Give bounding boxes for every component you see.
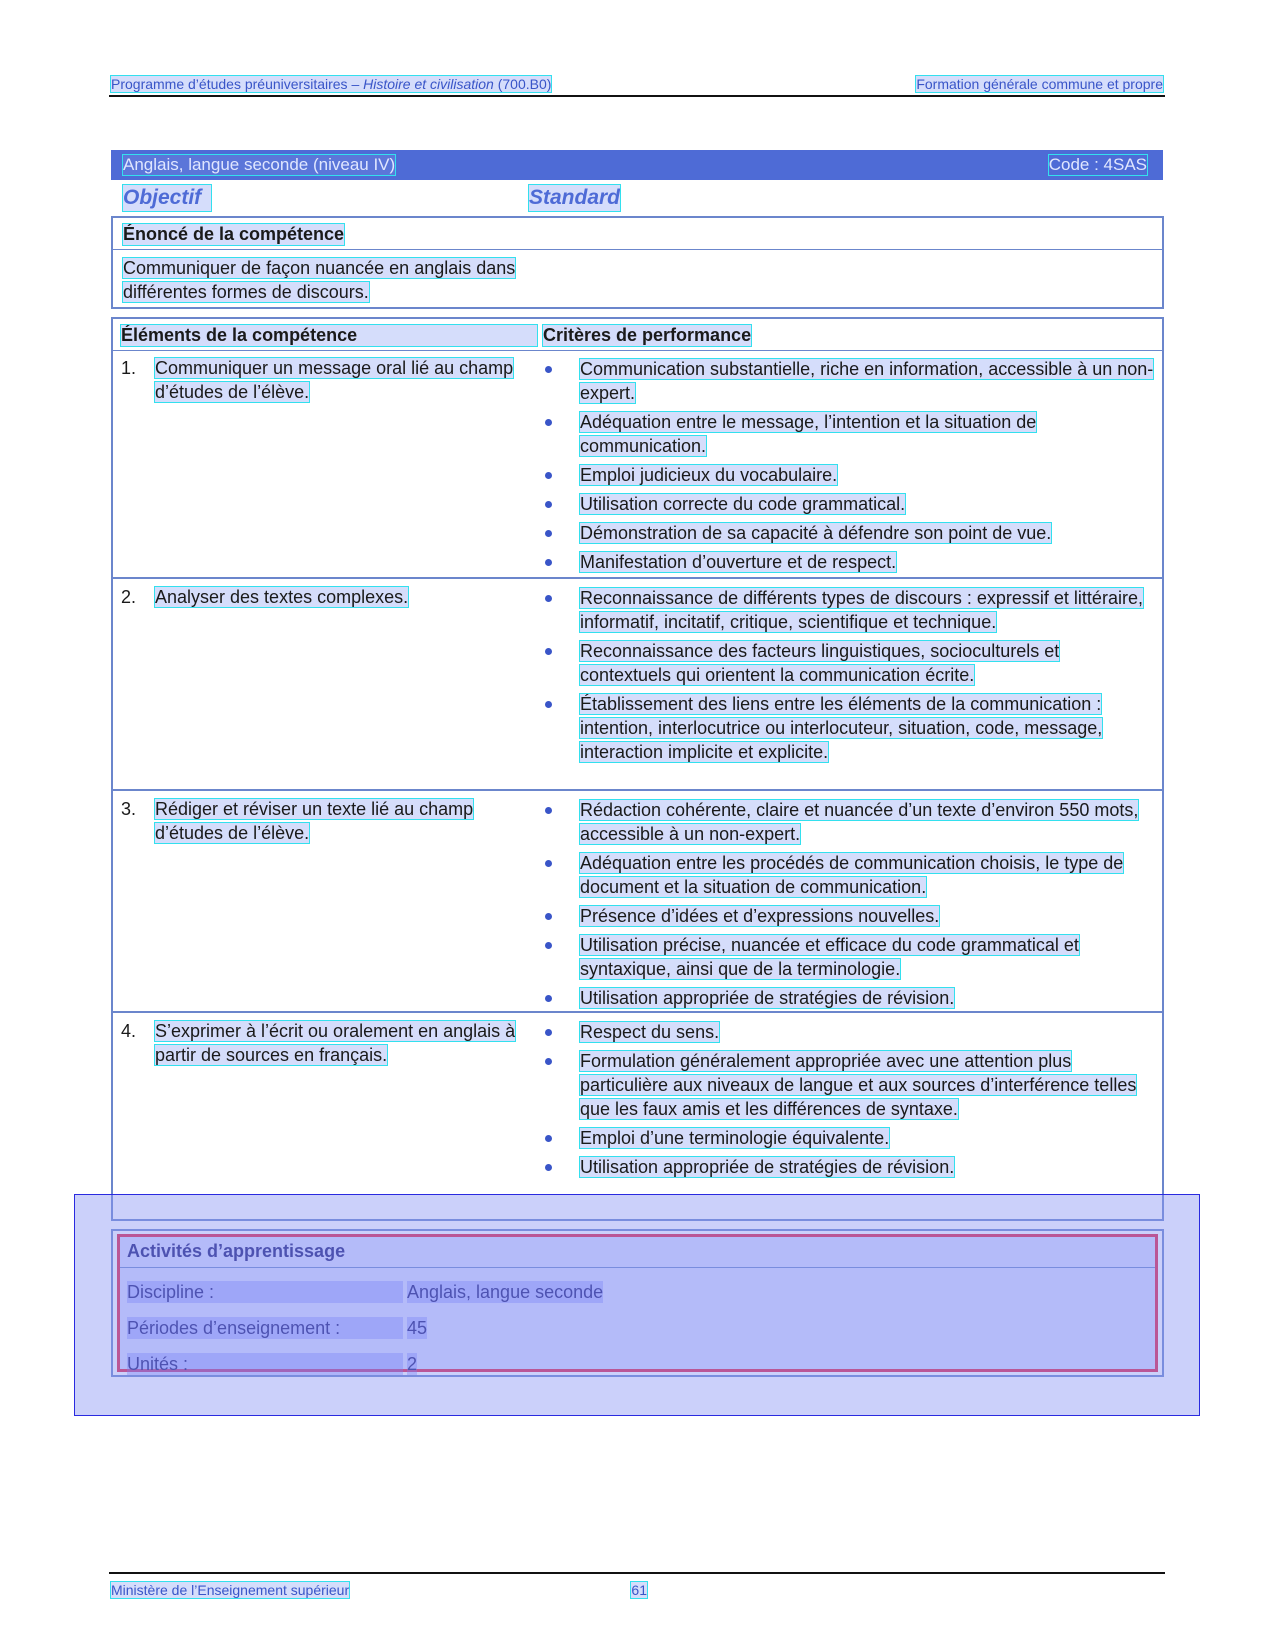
bullet-icon bbox=[545, 1164, 552, 1171]
table-row bbox=[113, 1013, 1162, 1219]
element-2: 2. Analyser des textes complexes. bbox=[121, 587, 409, 607]
criterion: Utilisation appropriée de stratégies de révision. bbox=[543, 1155, 1154, 1179]
criterion: Adéquation entre les procédés de communication choisis, le type de document et la situation de communication. bbox=[543, 851, 1154, 899]
criterion: Utilisation correcte du code grammatical. bbox=[543, 492, 1154, 516]
competence-text: Communiquer de façon nuancée en anglais dans différentes formes de discours. bbox=[123, 258, 516, 302]
criterion: Formulation généralement appropriée avec une attention plus particulière aux niveaux de langue et aux sources d’interférence telles que les faux amis et les différences de syntaxe. bbox=[543, 1049, 1154, 1121]
bullet-icon bbox=[545, 1058, 552, 1065]
header-formation: Formation générale commune et propre bbox=[916, 76, 1163, 92]
course-bar bbox=[111, 150, 1163, 180]
standard-label: Standard bbox=[529, 186, 621, 209]
bullet-icon bbox=[545, 913, 552, 920]
footer-ministry: Ministère de l’Enseignement supérieur bbox=[111, 1582, 350, 1598]
periods-label: Périodes d’enseignement : bbox=[127, 1317, 403, 1339]
criteria-list-2 bbox=[543, 586, 1154, 769]
discipline-value: Anglais, langue seconde bbox=[407, 1282, 604, 1302]
element-1: 1. Communiquer un message oral lié au champ d’études de l’élève. bbox=[121, 358, 514, 402]
criterion: Respect du sens. bbox=[543, 1020, 1154, 1044]
course-title: Anglais, langue seconde (niveau IV) bbox=[123, 155, 396, 174]
criterion: Utilisation précise, nuancée et efficace du code grammatical et syntaxique, ainsi que de la terminologie. bbox=[543, 933, 1154, 981]
discipline-label: Discipline : bbox=[127, 1281, 403, 1303]
bullet-icon bbox=[545, 807, 552, 814]
bullet-icon bbox=[545, 472, 552, 479]
bullet-icon bbox=[545, 860, 552, 867]
criterion: Reconnaissance des facteurs linguistiques, socioculturels et contextuels qui orientent la communication écrite. bbox=[543, 639, 1154, 687]
bullet-icon bbox=[545, 1135, 552, 1142]
course-code: Code : 4SAS bbox=[1048, 155, 1147, 174]
table-row bbox=[113, 350, 1162, 579]
periods-value: 45 bbox=[407, 1318, 428, 1338]
criterion: Établissement des liens entre les éléments de la communication : intention, interlocutrice ou interlocuteur, situation, code, message, interaction implicite et explicite. bbox=[543, 692, 1154, 764]
header-program: Programme d’études préuniversitaires – Histoire et civilisation (700.B0) bbox=[111, 76, 552, 92]
objectif-label: Objectif bbox=[123, 185, 211, 211]
competence-statement-box bbox=[111, 216, 1164, 309]
table-row bbox=[113, 579, 1162, 791]
bullet-icon bbox=[545, 648, 552, 655]
page-footer bbox=[111, 1582, 651, 1598]
bullet-icon bbox=[545, 701, 552, 708]
bullet-icon bbox=[545, 1029, 552, 1036]
col-elements-header: Éléments de la compétence bbox=[121, 325, 537, 346]
units-label: Unités : bbox=[127, 1353, 403, 1375]
page-header bbox=[111, 76, 1163, 92]
bullet-icon bbox=[545, 995, 552, 1002]
criterion: Emploi d’une terminologie équivalente. bbox=[543, 1126, 1154, 1150]
elements-table bbox=[111, 317, 1164, 1221]
bullet-icon bbox=[545, 595, 552, 602]
criterion: Présence d’idées et d’expressions nouvelles. bbox=[543, 904, 1154, 928]
selection-overlay bbox=[74, 1194, 1200, 1416]
element-4: 4. S’exprimer à l’écrit ou oralement en anglais à partir de sources en français. bbox=[121, 1021, 516, 1065]
bullet-icon bbox=[545, 530, 552, 537]
competence-title: Énoncé de la compétence bbox=[123, 224, 345, 244]
element-3: 3. Rédiger et réviser un texte lié au champ d’études de l’élève. bbox=[121, 799, 474, 843]
criterion: Adéquation entre le message, l’intention et la situation de communication. bbox=[543, 410, 1154, 458]
criterion: Rédaction cohérente, claire et nuancée d’un texte d’environ 550 mots, accessible à un non-expert. bbox=[543, 798, 1154, 846]
criterion: Reconnaissance de différents types de discours : expressif et littéraire, informatif, incitatif, critique, scientifique et technique. bbox=[543, 586, 1154, 634]
divider bbox=[113, 249, 1162, 250]
bullet-icon bbox=[545, 419, 552, 426]
units-value: 2 bbox=[407, 1354, 418, 1374]
footer-rule bbox=[109, 1572, 1165, 1574]
bullet-icon bbox=[545, 559, 552, 566]
criterion: Communication substantielle, riche en information, accessible à un non-expert. bbox=[543, 357, 1154, 405]
bullet-icon bbox=[545, 366, 552, 373]
criterion: Emploi judicieux du vocabulaire. bbox=[543, 463, 1154, 487]
criteria-list-1 bbox=[543, 357, 1154, 579]
table-row bbox=[113, 791, 1162, 1013]
criteria-list-4 bbox=[543, 1020, 1154, 1184]
criterion: Manifestation d’ouverture et de respect. bbox=[543, 550, 1154, 574]
page-number: 61 bbox=[631, 1582, 647, 1598]
criterion: Démonstration de sa capacité à défendre son point de vue. bbox=[543, 521, 1154, 545]
criterion: Utilisation appropriée de stratégies de révision. bbox=[543, 986, 1154, 1010]
bullet-icon bbox=[545, 501, 552, 508]
col-criteria-header: Critères de performance bbox=[543, 325, 752, 345]
header-rule bbox=[109, 95, 1165, 97]
table-header bbox=[113, 319, 1162, 351]
bullet-icon bbox=[545, 942, 552, 949]
activities-title: Activités d’apprentissage bbox=[127, 1241, 346, 1261]
criteria-list-3 bbox=[543, 798, 1154, 1015]
